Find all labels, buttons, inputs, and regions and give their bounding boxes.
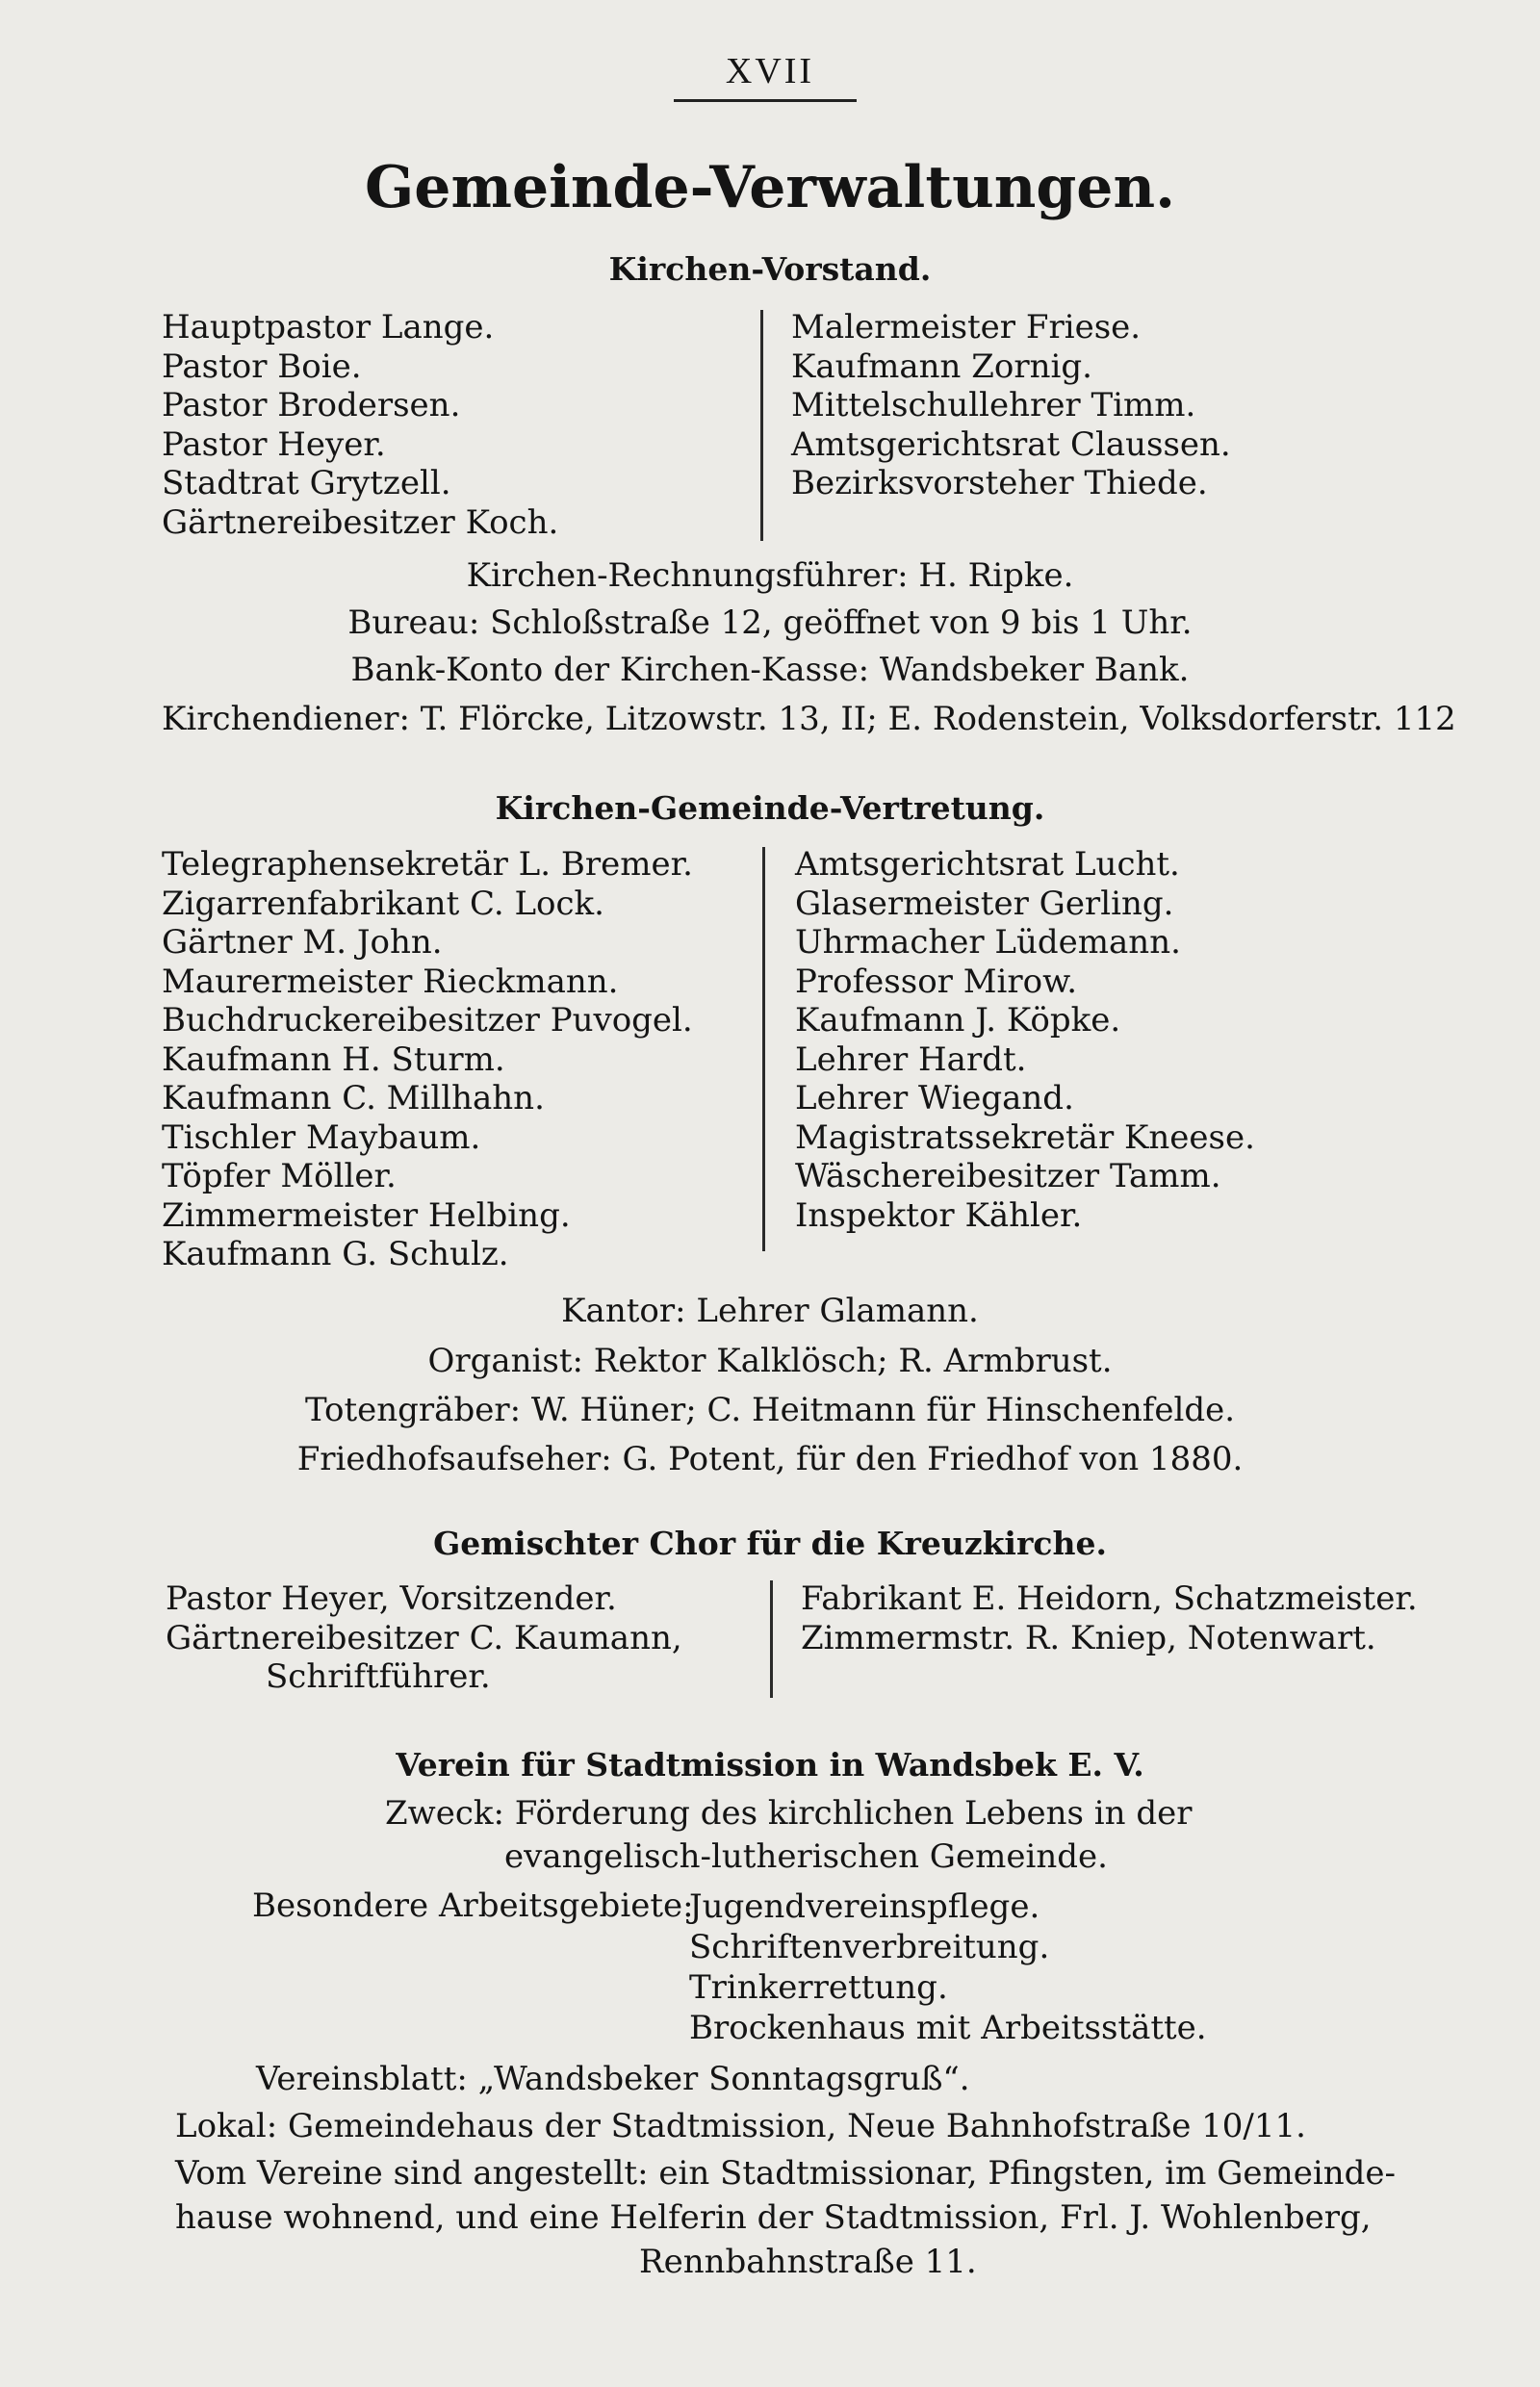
list-item: Lehrer Hardt. xyxy=(795,1040,1027,1079)
list-item: Kaufmann Zornig. xyxy=(791,346,1092,386)
zweck-line-1: Zweck: Förderung des kirchlichen Lebens in der xyxy=(385,1794,1193,1833)
list-item: Stadtrat Grytzell. xyxy=(162,464,451,502)
list-item: Malermeister Friese. xyxy=(791,308,1142,346)
gemischter-chor-right-column xyxy=(801,1579,1418,1657)
bank-konto-line: Bank-Konto der Kirchen-Kasse: Wandsbeker Bank. xyxy=(350,651,1190,689)
list-item: Pastor Boie. xyxy=(162,346,362,386)
vereinsblatt-line: Vereinsblatt: „Wandsbeker Sonntagsgruß“. xyxy=(256,2060,970,2098)
totengraeber-line: Totengräber: W. Hüner; C. Heitmann für Hinschenfelde. xyxy=(304,1391,1236,1429)
list-item: Inspektor Kähler. xyxy=(795,1195,1083,1235)
arbeitsgebiete-list xyxy=(689,1886,1207,2048)
column-divider xyxy=(770,1580,773,1698)
column-divider xyxy=(762,847,765,1251)
list-item: Glasermeister Gerling. xyxy=(795,884,1174,923)
friedhofsaufseher-line: Friedhofsaufseher: G. Potent, für den Friedhof von 1880. xyxy=(296,1440,1244,1478)
gemischter-chor-left-column xyxy=(166,1579,682,1697)
list-item: Uhrmacher Lüdemann. xyxy=(795,923,1181,962)
angestellt-line-1: Vom Vereine sind angestellt: ein Stadtmissionar, Pfingsten, im Gemeinde- xyxy=(175,2154,1397,2193)
list-item: Pastor Heyer. xyxy=(162,424,386,464)
organist-line: Organist: Rektor Kalklösch; R. Armbrust. xyxy=(427,1342,1113,1380)
list-item: Pastor Heyer, Vorsitzender. xyxy=(166,1579,617,1618)
bureau-line: Bureau: Schloßstraße 12, geöffnet von 9 bis 1 Uhr. xyxy=(347,603,1193,642)
list-item: Amtsgerichtsrat Lucht. xyxy=(795,845,1180,884)
list-item: Zimmermeister Helbing. xyxy=(162,1195,571,1235)
gemischter-chor-heading: Gemischter Chor für die Kreuzkirche. xyxy=(433,1525,1107,1562)
list-item: Töpfer Möller. xyxy=(162,1157,397,1195)
list-item: Gärtnereibesitzer Koch. xyxy=(162,502,559,542)
list-item: Kaufmann H. Sturm. xyxy=(162,1040,505,1079)
list-item: Hauptpastor Lange. xyxy=(162,308,495,346)
gemeinde-vertretung-right-column xyxy=(795,845,1255,1235)
list-item: Zimmermstr. R. Kniep, Notenwart. xyxy=(801,1618,1376,1657)
list-item: Tischler Maybaum. xyxy=(162,1117,481,1157)
list-item: Maurermeister Rieckmann. xyxy=(162,962,619,1001)
list-item: Schriftenverbreitung. xyxy=(689,1928,1050,1966)
list-item: Pastor Brodersen. xyxy=(162,386,461,424)
kirchen-vorstand-right-column xyxy=(791,308,1231,503)
page-number: XVII xyxy=(725,51,815,91)
list-item: Fabrikant E. Heidorn, Schatzmeister. xyxy=(801,1579,1418,1618)
list-item: Buchdruckereibesitzer Puvogel. xyxy=(162,1001,693,1040)
angestellt-line-3: Rennbahnstraße 11. xyxy=(639,2243,977,2281)
list-item: Kaufmann J. Köpke. xyxy=(795,1001,1121,1040)
list-item: Kaufmann G. Schulz. xyxy=(162,1235,509,1273)
arbeitsgebiete-label: Besondere Arbeitsgebiete: xyxy=(252,1886,694,1925)
list-item: Schriftführer. xyxy=(266,1657,491,1696)
list-item: Brockenhaus mit Arbeitsstätte. xyxy=(689,2009,1207,2047)
list-item: Professor Mirow. xyxy=(795,962,1078,1001)
lokal-line: Lokal: Gemeindehaus der Stadtmission, Neue Bahnhofstraße 10/11. xyxy=(175,2107,1306,2145)
list-item: Gärtnereibesitzer C. Kaumann, xyxy=(166,1618,682,1657)
page-title: Gemeinde-Verwaltungen. xyxy=(365,154,1175,221)
list-item: Trinkerrettung. xyxy=(689,1968,948,2007)
list-item: Amtsgerichtsrat Claussen. xyxy=(791,424,1231,464)
stadtmission-heading: Verein für Stadtmission in Wandsbek E. V. xyxy=(396,1746,1144,1784)
kirchen-vorstand-left-column xyxy=(162,308,558,542)
zweck-line-2: evangelisch-lutherischen Gemeinde. xyxy=(504,1837,1108,1876)
list-item: Lehrer Wiegand. xyxy=(795,1079,1074,1117)
column-divider xyxy=(760,310,763,541)
list-item: Wäschereibesitzer Tamm. xyxy=(795,1157,1221,1195)
kirchen-vorstand-heading: Kirchen-Vorstand. xyxy=(608,250,932,288)
page-number-rule xyxy=(674,99,857,102)
rechnungsfuehrer-line: Kirchen-Rechnungsführer: H. Ripke. xyxy=(466,556,1074,595)
gemeinde-vertretung-heading: Kirchen-Gemeinde-Vertretung. xyxy=(495,789,1045,827)
list-item: Magistratssekretär Kneese. xyxy=(795,1117,1255,1157)
list-item: Kaufmann C. Millhahn. xyxy=(162,1079,545,1117)
kirchendiener-line: Kirchendiener: T. Flörcke, Litzowstr. 13, II; E. Rodenstein, Volksdorferstr. 112 xyxy=(162,700,1456,738)
kantor-line: Kantor: Lehrer Glamann. xyxy=(561,1292,979,1330)
list-item: Mittelschullehrer Timm. xyxy=(791,386,1196,424)
list-item: Telegraphensekretär L. Bremer. xyxy=(162,845,693,884)
list-item: Bezirksvorsteher Thiede. xyxy=(791,464,1208,502)
angestellt-line-2: hause wohnend, und eine Helferin der Stadtmission, Frl. J. Wohlenberg, xyxy=(175,2198,1372,2237)
list-item: Zigarrenfabrikant C. Lock. xyxy=(162,884,604,923)
list-item: Jugendvereinspflege. xyxy=(689,1887,1040,1926)
gemeinde-vertretung-left-column xyxy=(162,845,693,1274)
list-item: Gärtner M. John. xyxy=(162,923,443,962)
